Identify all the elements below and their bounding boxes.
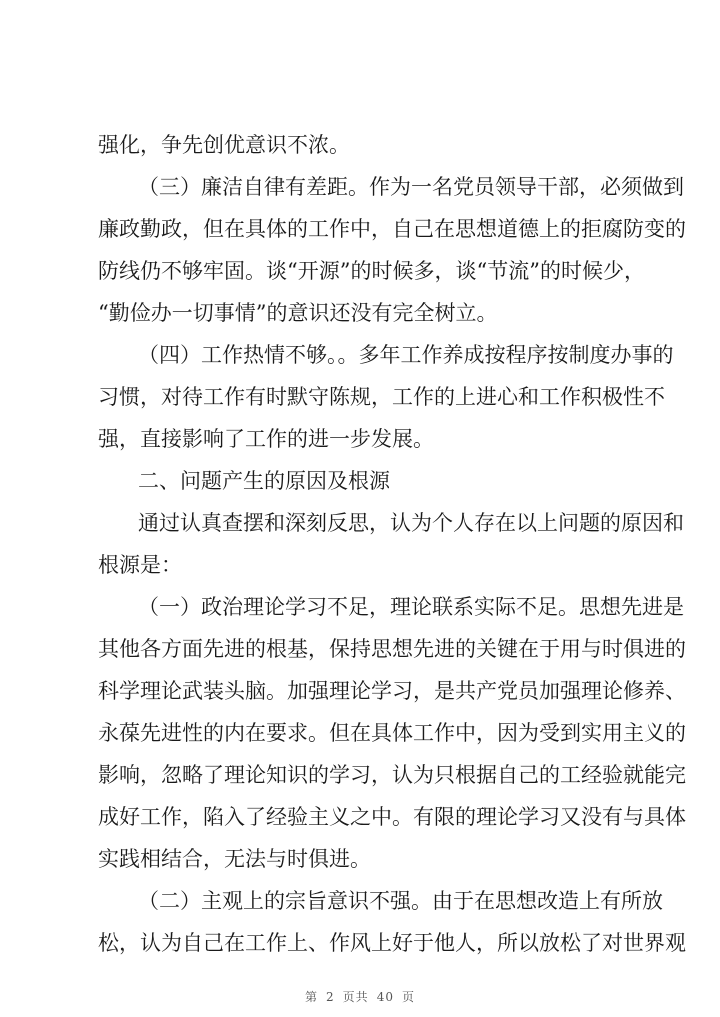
text-line: 习惯，对待工作有时默守陈规，工作的上进心和工作积极性不 (98, 385, 665, 409)
text-line: （一）政治理论学习不足，理论联系实际不足。思想先进是 (138, 595, 684, 619)
footer-page-number: 2 (326, 990, 335, 1004)
footer-page-unit: 页共 (342, 990, 369, 1004)
text-line: 成好工作，陷入了经验主义之中。有限的理论学习又没有与具体 (98, 805, 686, 829)
text-line: “勤俭办一切事情”的意识还没有完全树立。 (98, 301, 498, 325)
footer-page-label: 第 (305, 990, 319, 1004)
text-line: （二）主观上的宗旨意识不强。由于在思想改造上有所放 (138, 889, 663, 913)
text-line: 其他各方面先进的根基，保持思想先进的关键在于用与时俱进的 (98, 637, 686, 661)
footer-total-unit: 页 (401, 990, 415, 1004)
text-line: 影响，忽略了理论知识的学习，认为只根据自己的工经验就能完 (98, 763, 686, 787)
text-line: 廉政勤政，但在具体的工作中，自己在思想道德上的拒腐防变的 (98, 217, 686, 241)
text-line: 科学理论武装头脑。加强理论学习，是共产党员加强理论修养、 (98, 679, 686, 703)
text-line: 松，认为自己在工作上、作风上好于他人，所以放松了对世界观 (98, 931, 686, 955)
text-line: （四）工作热情不够。。多年工作养成按程序按制度办事的 (138, 343, 674, 367)
text-line: 强化，争先创优意识不浓。 (98, 133, 350, 157)
text-line: 通过认真查摆和深刻反思，认为个人存在以上问题的原因和 (138, 511, 684, 535)
footer-total-pages: 40 (376, 990, 394, 1004)
text-line: 实践相结合，无法与时俱进。 (98, 847, 371, 871)
page-footer (0, 988, 720, 1005)
text-line: 防线仍不够牢固。谈“开源”的时候多，谈“节流”的时候少， (98, 259, 645, 283)
text-line: 强，直接影响了工作的进一步发展。 (98, 427, 434, 451)
section-heading: 二、问题产生的原因及根源 (138, 469, 390, 493)
text-line: 永葆先进性的内在要求。但在具体工作中，因为受到实用主义的 (98, 721, 686, 745)
text-line: （三）廉洁自律有差距。作为一名党员领导干部，必须做到 (138, 175, 684, 199)
text-line: 根源是： (98, 553, 182, 577)
